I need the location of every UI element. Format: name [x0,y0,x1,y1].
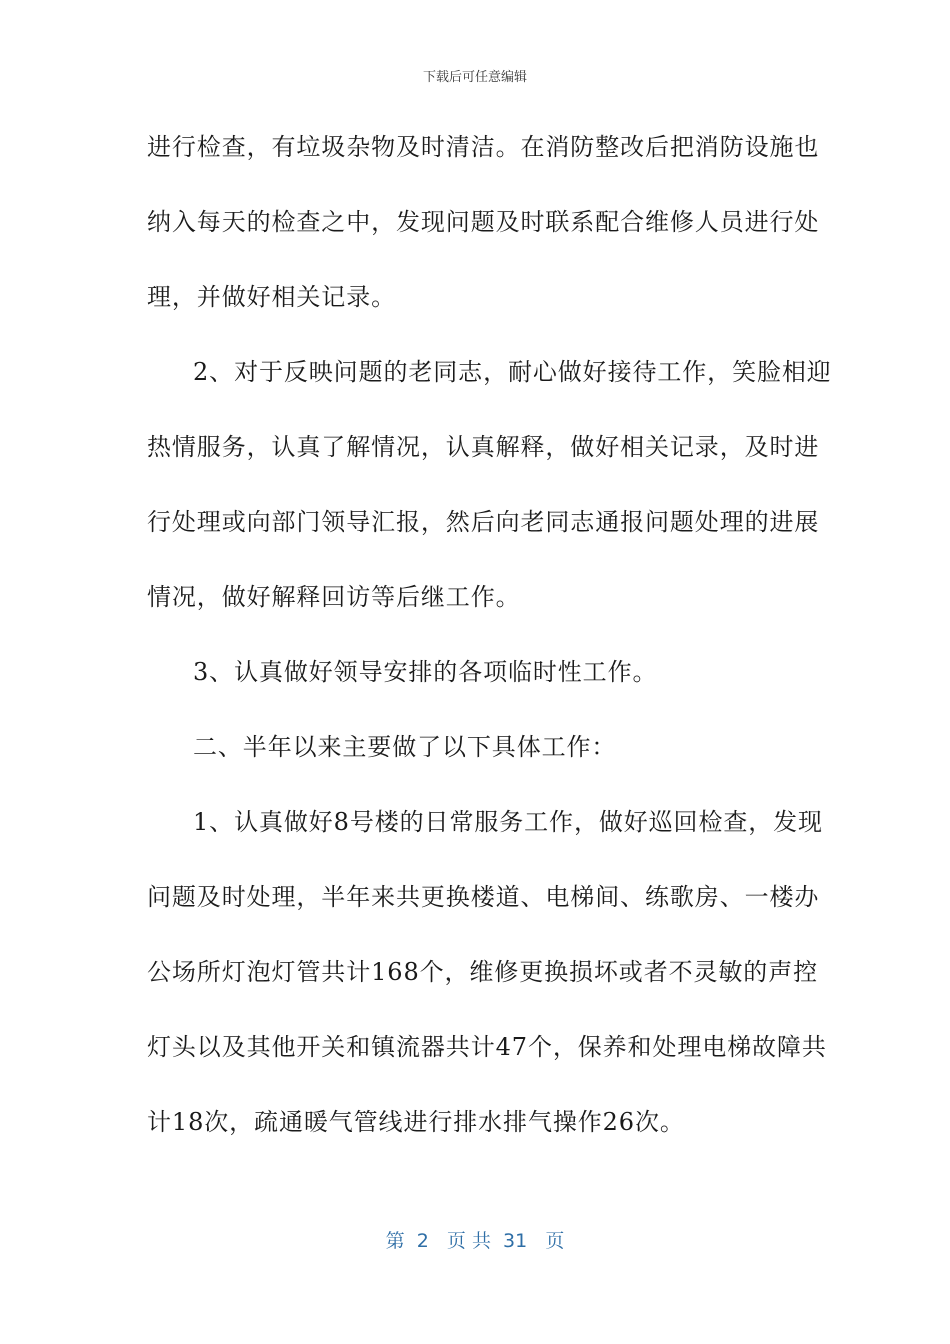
paragraph-line: 1、认真做好8号楼的日常服务工作，做好巡回检查，发现 [193,808,823,836]
page-header: 下载后可任意编辑 [422,70,527,85]
paragraph-line: 进行检查，有垃圾杂物及时清洁。在消防整改后把消防设施也 [147,133,820,161]
paragraph-line: 计18次，疏通暖气管线进行排水排气操作26次。 [147,1108,685,1136]
paragraph-line: 热情服务，认真了解情况，认真解释，做好相关记录，及时进 [147,433,820,461]
page-number-footer: 第 2 页 共 31 页 [385,1230,565,1252]
paragraph-line: 2、对于反映问题的老同志，耐心做好接待工作，笑脸相迎 [193,358,832,386]
paragraph-line: 灯头以及其他开关和镇流器共计47个，保养和处理电梯故障共 [147,1033,827,1061]
paragraph-line: 公场所灯泡灯管共计168个，维修更换损坏或者不灵敏的声控 [147,958,819,986]
paragraph-line: 情况，做好解释回访等后继工作。 [147,583,521,611]
section-heading: 二、半年以来主要做了以下具体工作： [193,733,617,761]
paragraph-line: 3、认真做好领导安排的各项临时性工作。 [193,658,658,686]
paragraph-line: 行处理或向部门领导汇报，然后向老同志通报问题处理的进展 [147,508,820,536]
paragraph-line: 理，并做好相关记录。 [147,283,396,311]
document-body [147,127,832,1177]
paragraph-line: 问题及时处理，半年来共更换楼道、电梯间、练歌房、一楼办 [147,883,820,911]
paragraph-line: 纳入每天的检查之中，发现问题及时联系配合维修人员进行处 [147,208,820,236]
